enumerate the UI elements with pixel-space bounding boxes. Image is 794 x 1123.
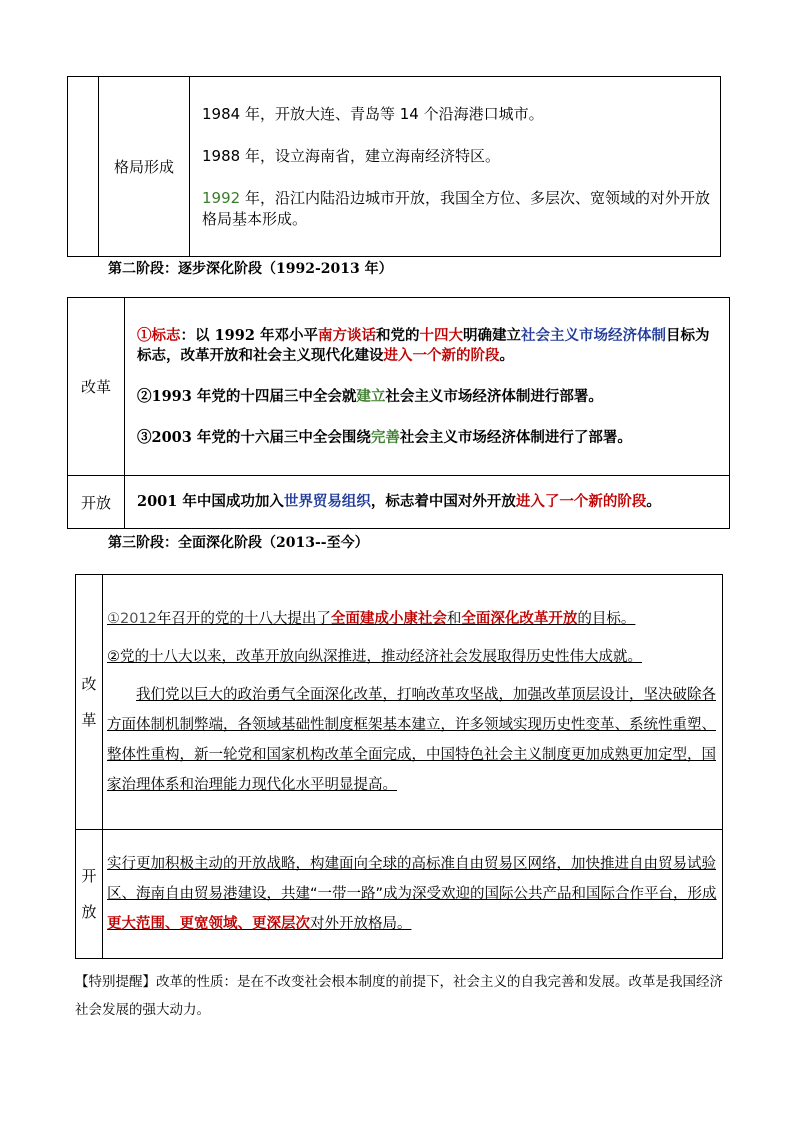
text: 。 <box>499 346 514 364</box>
open-label <box>76 830 103 959</box>
text: 。 <box>646 493 661 510</box>
paragraph <box>137 428 721 448</box>
text: ① <box>107 611 120 627</box>
text: 目标为标志，改革开放和社会主义现代化建设 <box>137 326 710 364</box>
text: 南方谈话 <box>317 326 376 344</box>
reform-label <box>76 575 103 830</box>
text: 和党的 <box>375 326 420 344</box>
text: ①标志 <box>137 326 181 344</box>
empty-cell <box>68 77 99 257</box>
text: 进入了一个新的阶段 <box>515 493 647 510</box>
text: 明确建立 <box>462 326 521 344</box>
label-char: 革 <box>81 711 97 729</box>
year-text: 1992 <box>202 188 241 207</box>
text: 十四大 <box>419 326 463 344</box>
text: 2012 <box>120 611 157 627</box>
paragraph <box>107 849 718 939</box>
text: ，标志着中国对外开放 <box>370 493 516 510</box>
text: 实行更加积极主动的开放战略，构建面向全球的高标准自由贸易区网络，加快推进自由贸易试验区、海南自由贸易港建设，共建“一带一路”成为深受欢迎的国际公共产品和国际合作平台，形成 <box>107 856 717 902</box>
text: 更大范围、更宽领域、更深层次 <box>107 916 310 932</box>
table-pattern-formation <box>67 76 721 257</box>
special-reminder-note: 【特别提醒】改革的性质：是在不改变社会根本制度的前提下，社会主义的自我完善和发展。改革是我国经济社会发展的强大动力。 <box>75 974 723 1018</box>
text: ：以 1992 年邓小平 <box>180 326 318 344</box>
text: 和 <box>446 611 462 627</box>
text: 年召开的党的十八大提出了 <box>156 611 331 627</box>
text: 2001 年中国成功加入 <box>137 493 284 510</box>
label-char: 开 <box>81 867 97 885</box>
reform-label: 改革 <box>68 298 125 476</box>
text: 社会主义市场经济体制进行部署。 <box>385 387 603 405</box>
section-heading-stage2: 第二阶段：逐步深化阶段（1992-2013 年） <box>108 261 393 277</box>
paragraph: 1988 年，设立海南省，建立海南经济特区。 <box>202 146 500 165</box>
label-char: 放 <box>81 903 97 921</box>
paragraph <box>137 326 721 366</box>
text: 对外开放格局。 <box>310 916 412 932</box>
section-heading-stage3: 第三阶段：全面深化阶段（2013--至今） <box>108 535 369 551</box>
reform-content <box>103 575 723 830</box>
text: 年，沿江内陆沿边城市开放，我国全方位、多层次、宽领域的对外开放格局基本形成。 <box>202 188 710 228</box>
text: ②1993 年党的十四届三中全会就 <box>137 387 357 405</box>
open-content <box>125 476 730 529</box>
reform-content <box>125 298 730 476</box>
table-stage3 <box>75 574 723 959</box>
paragraph <box>202 188 710 230</box>
text: 世界贸易组织 <box>283 493 371 510</box>
paragraph: 我们党以巨大的政治勇气全面深化改革，打响改革攻坚战，加强改革顶层设计，坚决破除各方面体制机制弊端，各领域基础性制度框架基本建立，许多领域实现历史性变革、系统性重塑、整体性重构，新一轮党和国家机构改革全面完成，中国特色社会主义制度更加成熟更加定型，国家治理体系和治理能力现代化水平明显提高。 <box>107 687 716 793</box>
text: 全面深化改革开放 <box>461 611 578 627</box>
text: 进入一个新的阶段 <box>383 346 500 364</box>
text: 建立 <box>356 387 386 405</box>
text: ③2003 年党的十六届三中全会围绕 <box>137 428 371 446</box>
text: 全面建成小康社会 <box>330 611 447 627</box>
label-char: 改 <box>81 675 97 693</box>
text: 完善 <box>370 428 400 446</box>
row-label: 格局形成 <box>99 77 190 257</box>
text: 社会主义市场经济体制 <box>520 326 666 344</box>
text: 社会主义市场经济体制进行了部署。 <box>399 428 632 446</box>
table-stage2 <box>67 297 730 529</box>
paragraph: 1984 年，开放大连、青岛等 14 个沿海港口城市。 <box>202 104 544 123</box>
open-content <box>103 830 723 959</box>
open-label: 开放 <box>68 476 125 529</box>
paragraph <box>107 604 718 634</box>
row-content <box>190 77 721 257</box>
paragraph <box>137 387 721 407</box>
paragraph: ②党的十八大以来，改革开放向纵深推进，推动经济社会发展取得历史性伟大成就。 <box>107 649 642 665</box>
text: 的目标。 <box>577 611 636 627</box>
